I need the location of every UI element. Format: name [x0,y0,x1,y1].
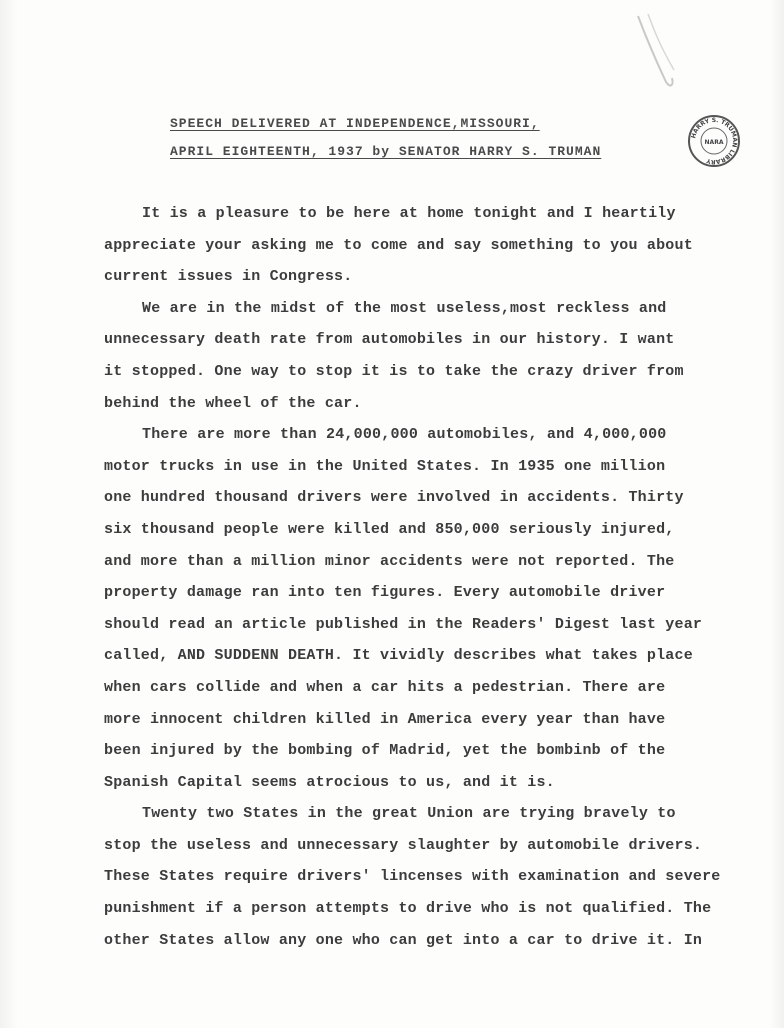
text-line: It is a pleasure to be here at home tonight and I heartily [142,205,676,222]
text-line: called, AND SUDDENN DEATH. It vividly describes what takes place [104,647,693,665]
title-line-1: SPEECH DELIVERED AT INDEPENDENCE,MISSOURI, [170,116,540,131]
text-line: motor trucks in use in the United States. In 1935 one million [104,457,666,475]
text-line: more innocent children killed in America every year than have [104,710,666,728]
text-line: unnecessary death rate from automobiles in our history. I want [104,331,675,349]
text-line: should read an article published in the Readers' Digest last year [104,615,703,633]
text-line: six thousand people were killed and 850,000 seriously injured, [104,520,675,538]
library-stamp-seal [687,114,741,168]
text-line: current issues in Congress. [104,268,353,286]
paper-crease-mark [630,12,680,92]
text-line: it stopped. One way to stop it is to take the crazy driver from [104,362,684,380]
text-line: been injured by the bombing of Madrid, yet the bombinb of the [104,742,666,760]
svg-text:NARA: NARA [704,139,724,146]
text-line: property damage ran into ten figures. Every automobile driver [104,584,666,602]
text-line: when cars collide and when a car hits a pedestrian. There are [104,678,666,696]
text-line: punishment if a person attempts to drive who is not qualified. The [104,900,712,918]
text-line: We are in the midst of the most useless,most reckless and [142,299,667,317]
text-line: behind the wheel of the car. [104,394,362,412]
text-line: Spanish Capital seems atrocious to us, and it is. [104,773,555,791]
text-line: and more than a million minor accidents were not reported. The [104,552,675,570]
speech-body [104,198,744,956]
title-line-2: APRIL EIGHTEENTH, 1937 by SENATOR HARRY S. TRUMAN [170,144,602,159]
text-line: There are more than 24,000,000 automobiles, and 4,000,000 [142,426,667,444]
svg-text:HARRY S. TRUMAN LIBRARY: HARRY S. TRUMAN LIBRARY [690,116,739,166]
text-line: appreciate your asking me to come and say something to you about [104,236,693,254]
text-line: other States allow any one who can get into a car to drive it. In [104,931,703,949]
text-line: Twenty two States in the great Union are trying bravely to [142,805,676,823]
text-line: one hundred thousand drivers were involved in accidents. Thirty [104,489,684,507]
text-line: These States require drivers' lincenses with examination and severe [104,868,721,886]
text-line: stop the useless and unnecessary slaughter by automobile drivers. [104,836,703,854]
